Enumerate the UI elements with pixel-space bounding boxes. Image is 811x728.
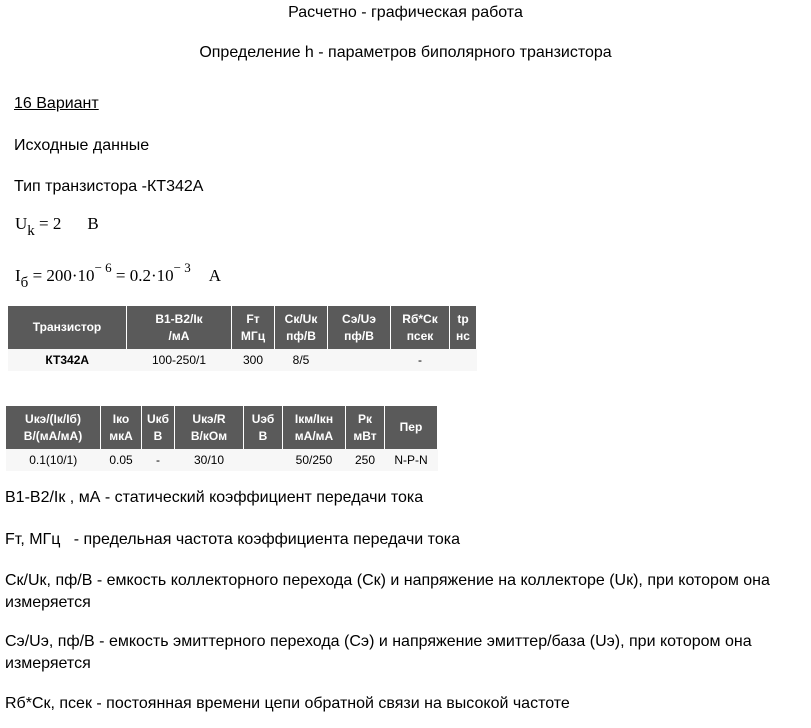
t1-cell: 8/5 bbox=[275, 349, 328, 371]
t2-header: Рк мВт bbox=[346, 406, 385, 449]
ib-exp-2: − 3 bbox=[173, 260, 191, 275]
t2-header: Uкэ/R В/кОм bbox=[175, 406, 244, 449]
t2-cell: - bbox=[142, 449, 175, 471]
ib-exp-1: − 6 bbox=[94, 260, 112, 275]
t2-header: Uкб В bbox=[142, 406, 175, 449]
t2-header: Uэб В bbox=[244, 406, 283, 449]
t2-cell: 250 bbox=[346, 449, 385, 471]
t1-header: Транзистор bbox=[8, 306, 127, 349]
spec-table-2-header bbox=[6, 406, 438, 449]
note-beta: B1-B2/Iк , мА - статический коэффициент передачи тока bbox=[5, 489, 424, 506]
ib-unit: A bbox=[208, 266, 222, 285]
ib-value-2: = 0.2·10 bbox=[111, 266, 174, 285]
uk-symbol: U bbox=[15, 214, 28, 233]
table-row bbox=[6, 449, 438, 471]
t2-cell: 0.05 bbox=[101, 449, 142, 471]
t1-header: Fт МГц bbox=[232, 306, 275, 349]
page-title: Расчетно - графическая работа bbox=[288, 4, 523, 21]
ib-symbol: I bbox=[15, 266, 21, 285]
t1-cell bbox=[450, 349, 477, 371]
t2-header: Iко мкА bbox=[101, 406, 142, 449]
note-rbck: Rб*Ск, псек - постоянная времени цепи обратной связи на высокой частоте bbox=[5, 695, 570, 712]
t1-header: Ск/Uк пф/В bbox=[275, 306, 328, 349]
variant-label: 16 Вариант bbox=[14, 95, 99, 112]
spec-table-2 bbox=[6, 406, 438, 471]
t1-header: B1-B2/Iк /мА bbox=[127, 306, 232, 349]
t1-cell bbox=[328, 349, 391, 371]
t2-header: Iкм/Iкн мА/мА bbox=[283, 406, 346, 449]
t1-header: Сэ/Uэ пф/В bbox=[328, 306, 391, 349]
t1-cell: 100-250/1 bbox=[127, 349, 232, 371]
t2-cell: 50/250 bbox=[283, 449, 346, 471]
spec-table-1 bbox=[8, 306, 477, 371]
uk-unit: B bbox=[87, 214, 99, 233]
ib-value-1: = 200·10 bbox=[28, 266, 95, 285]
ib-sub: б bbox=[20, 275, 29, 291]
t1-cell: КТ342А bbox=[8, 349, 127, 371]
spec-table-1-header bbox=[8, 306, 477, 349]
t2-cell: N-P-N bbox=[385, 449, 438, 471]
table-row bbox=[8, 349, 477, 371]
note-ft: Fт, МГц - предельная частота коэффициента передачи тока bbox=[5, 531, 460, 548]
t2-cell: 0.1(10/1) bbox=[6, 449, 101, 471]
note-ck: Ск/Uк, пф/В - емкость коллекторного перехода (Ск) и напряжение на коллекторе (Uк), при котором она измеряется bbox=[5, 572, 770, 611]
page-subtitle: Определение h - параметров биполярного транзистора bbox=[199, 44, 612, 61]
t2-cell: 30/10 bbox=[175, 449, 244, 471]
t1-header: tр нс bbox=[450, 306, 477, 349]
t1-cell: - bbox=[391, 349, 450, 371]
formula-ib bbox=[15, 260, 221, 292]
formula-uk bbox=[15, 214, 99, 240]
note-ce: Сэ/Uэ, пф/В - емкость эмиттерного перехода (Сэ) и напряжение эмиттер/база (Uэ), при котором она измеряется bbox=[5, 633, 752, 672]
t1-header: Rб*Ск псек bbox=[391, 306, 450, 349]
initial-data-label: Исходные данные bbox=[14, 137, 150, 154]
t2-header: Uкэ/(Iк/Iб) В/(мА/мА) bbox=[6, 406, 101, 449]
t1-cell: 300 bbox=[232, 349, 275, 371]
t2-header: Пер bbox=[385, 406, 438, 449]
t2-cell bbox=[244, 449, 283, 471]
uk-value: = 2 bbox=[34, 214, 62, 233]
transistor-type: Тип транзистора -КТ342А bbox=[14, 178, 204, 195]
uk-sub: k bbox=[27, 223, 35, 239]
